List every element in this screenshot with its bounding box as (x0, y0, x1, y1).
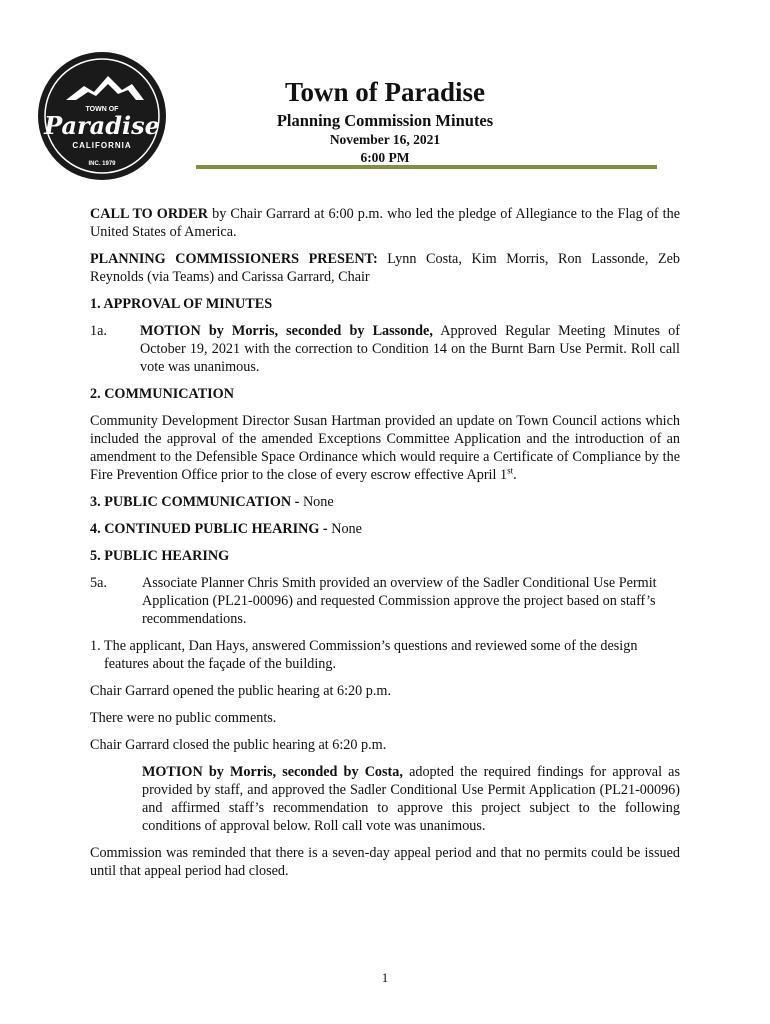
commissioners-present (90, 250, 680, 286)
town-logo (36, 48, 168, 184)
section-1-item (90, 322, 680, 376)
item-number: 1a. (90, 323, 107, 339)
communication-end: . (513, 467, 517, 483)
page-number: 1 (381, 970, 389, 985)
logo-top-text: TOWN OF (85, 106, 119, 113)
section-4-heading: 4. CONTINUED PUBLIC HEARING - (90, 521, 328, 537)
logo-inc-text: INC. 1979 (88, 161, 116, 167)
public-comments: There were no public comments. (90, 710, 277, 726)
motion-text: Approved Regular Meeting Minutes of October 19, 2021 with the correction to Condition 14 on the Burnt Barn Use Permit. Roll call vote was unanimous. (140, 323, 680, 375)
hearing-opened: Chair Garrard opened the public hearing at 6:20 p.m. (90, 683, 391, 699)
motion-label: MOTION by Morris, seconded by Lassonde, (140, 323, 433, 339)
hearing-closed: Chair Garrard closed the public hearing at 6:20 p.m. (90, 737, 387, 753)
communication-text (90, 412, 680, 484)
minutes-body (90, 205, 680, 889)
logo-script-text: Paradise (44, 111, 160, 140)
section-1-heading: 1. APPROVAL OF MINUTES (90, 296, 273, 312)
document-header (200, 76, 570, 167)
section-5-item (90, 574, 680, 628)
communication-body: Community Development Director Susan Hartman provided an update on Town Council actions which included the approval of the amended Exceptions Committee Application and the introduction of an amendment to the Defensible Space Ordinance which would require a Certificate of Compliance by the Fire Prevention Office prior to the close of every escrow effective April 1 (90, 413, 680, 483)
motion-text: adopted the required findings for approval as provided by staff, and approved the Sadler Conditional Use Permit Application (PL21-00096) and affirmed staff’s recommendation to approve this project subject to the following conditions of approval below. Roll call vote was unanimous. (142, 764, 680, 834)
meeting-time: 6:00 PM (360, 150, 410, 165)
section-5-motion (90, 763, 680, 835)
item-number: 5a. (90, 575, 107, 591)
call-to-order-label: CALL TO ORDER (90, 206, 209, 222)
logo-state-text: CALIFORNIA (72, 141, 132, 150)
call-to-order-text: by Chair Garrard at 6:00 p.m. who led the pledge of Allegiance to the Flag of the United States of America. (90, 206, 680, 240)
section-4-value: None (327, 521, 362, 537)
ordinal-suffix: st (507, 465, 514, 476)
commissioners-text: Lynn Costa, Kim Morris, Ron Lassonde, Zeb Reynolds (via Teams) and Carissa Garrard, Chair (90, 251, 680, 285)
call-to-order (90, 205, 680, 241)
applicant-note: 1. The applicant, Dan Hays, answered Commission’s questions and reviewed some of the design features about the façade of the building. (90, 638, 638, 672)
header-rule (196, 165, 657, 169)
section-3 (90, 493, 680, 511)
item-text: Associate Planner Chris Smith provided an overview of the Sadler Conditional Use Permit Application (PL21-00096) and requested Commission approve the project based on staff’s recommendations. (142, 575, 657, 627)
section-3-value: None (299, 494, 334, 510)
appeal-notice: Commission was reminded that there is a seven-day appeal period and that no permits could be issued until that appeal period had closed. (90, 845, 680, 879)
page-subtitle: Planning Commission Minutes (276, 111, 494, 130)
section-5-heading: 5. PUBLIC HEARING (90, 548, 230, 564)
item-text (140, 322, 680, 376)
commissioners-label: PLANNING COMMISSIONERS PRESENT: (90, 251, 378, 267)
section-3-heading: 3. PUBLIC COMMUNICATION - (90, 494, 300, 510)
section-2-heading: 2. COMMUNICATION (90, 386, 234, 402)
section-4 (90, 520, 680, 538)
page-title: Town of Paradise (284, 77, 486, 107)
meeting-date: November 16, 2021 (329, 132, 441, 147)
motion-label: MOTION by Morris, seconded by Costa, (142, 764, 403, 780)
